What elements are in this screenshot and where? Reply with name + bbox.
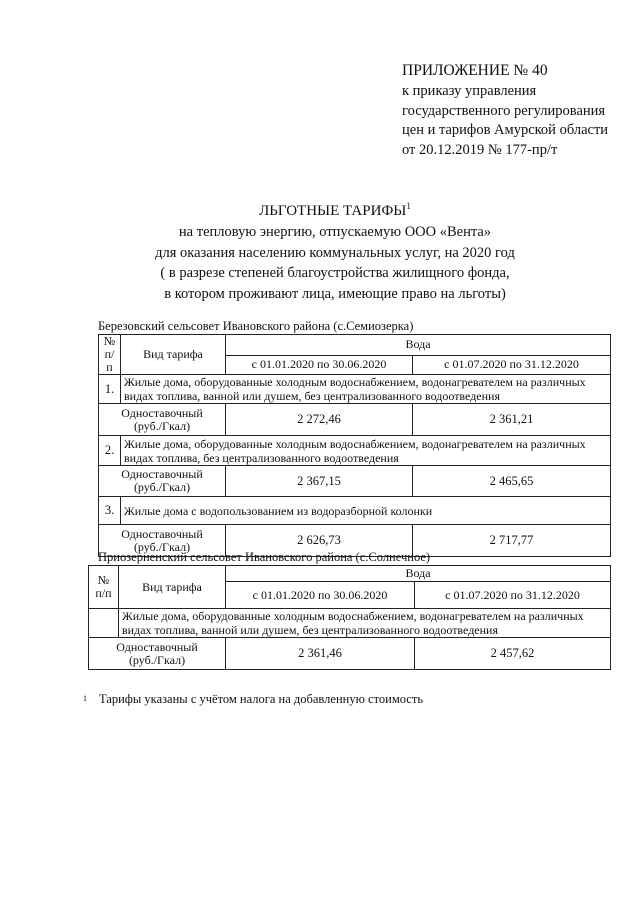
appendix-header xyxy=(402,60,638,160)
row-number: 1. xyxy=(99,375,121,404)
appendix-line: государственного регулирования xyxy=(402,102,606,119)
tariff-table-priozernensky xyxy=(88,565,611,670)
header-num: № п/п xyxy=(99,335,121,375)
row-description: Жилые дома с водопользованием из водоразборной колонки xyxy=(121,497,611,525)
row-description: Жилые дома, оборудованные холодным водоснабжением, водонагревателем на различных видах топлива, ванной или душем, без централизованного водоотведения xyxy=(121,375,611,404)
tariff-value: 2 361,46 xyxy=(226,638,415,670)
section-label-berezovsky: Березовский сельсовет Ивановского района (с.Семиозерка) xyxy=(98,319,414,333)
header-period-1: с 01.01.2020 по 30.06.2020 xyxy=(226,582,415,609)
row-number xyxy=(89,609,119,638)
appendix-line: к приказу управления xyxy=(402,83,537,99)
footnote-mark: 1 xyxy=(83,694,87,703)
header-period-2: с 01.07.2020 по 31.12.2020 xyxy=(413,355,611,374)
header-water: Вода xyxy=(226,566,611,582)
section-label-priozernensky: Приозерненский сельсовет Ивановского района (с.Солнечное) xyxy=(98,550,431,564)
row-number: 3. xyxy=(99,497,121,525)
tariff-value: 2 272,46 xyxy=(226,404,413,436)
row-number: 2. xyxy=(99,436,121,466)
tariff-value: 2 367,15 xyxy=(226,466,413,497)
heading-line: на тепловую энергию, отпускаемую ООО «Вента» xyxy=(178,224,492,240)
footnote-text: Тарифы указаны с учётом налога на добавленную стоимость xyxy=(99,692,424,706)
header-tariff-type: Вид тарифа xyxy=(121,335,226,375)
tariff-value: 2 361,21 xyxy=(413,404,611,436)
appendix-line: от 20.12.2019 № 177-пр/т xyxy=(402,141,558,158)
row-description: Жилые дома, оборудованные холодным водоснабжением, водонагревателем на различных видах топлива, ванной или душем, без централизованного водоотведения xyxy=(119,609,611,638)
tariff-unit: Одноставочный (руб./Гкал) xyxy=(89,638,226,670)
header-num: № п/п xyxy=(89,566,119,609)
tariff-unit: Одноставочный (руб./Гкал) xyxy=(99,525,226,557)
header-period-2: с 01.07.2020 по 31.12.2020 xyxy=(415,582,611,609)
tariff-value: 2 465,65 xyxy=(413,466,611,497)
heading-line: для оказания населению коммунальных услуг, на 2020 год xyxy=(155,244,515,261)
appendix-line: цен и тарифов Амурской области xyxy=(402,122,609,138)
heading-line: ( в разрезе степеней благоустройства жилищного фонда, xyxy=(160,265,510,281)
document-title: ЛЬГОТНЫЕ ТАРИФЫ$^1$ xyxy=(259,201,411,219)
tariff-unit: Одноставочный (руб./Гкал) xyxy=(99,466,226,497)
tariff-value: 2 457,62 xyxy=(415,638,611,670)
footnote-marker: 1 xyxy=(406,201,411,211)
document-heading xyxy=(100,200,570,304)
tariff-unit: Одноставочный (руб./Гкал) xyxy=(99,404,226,436)
tariff-value: 2 626,73 xyxy=(226,525,413,557)
header-water: Вода xyxy=(226,335,611,356)
header-period-1: с 01.01.2020 по 30.06.2020 xyxy=(226,355,413,374)
tariff-table-berezovsky xyxy=(98,334,611,557)
appendix-title: ПРИЛОЖЕНИЕ № 40 xyxy=(402,62,548,79)
heading-line: в котором проживают лица, имеющие право на льготы) xyxy=(164,285,506,302)
footnote xyxy=(83,692,423,707)
header-tariff-type: Вид тарифа xyxy=(119,566,226,609)
row-description: Жилые дома, оборудованные холодным водоснабжением, водонагревателем на различных видах топлива, без централизованного водоотведения xyxy=(121,436,611,466)
tariff-value: 2 717,77 xyxy=(413,525,611,557)
